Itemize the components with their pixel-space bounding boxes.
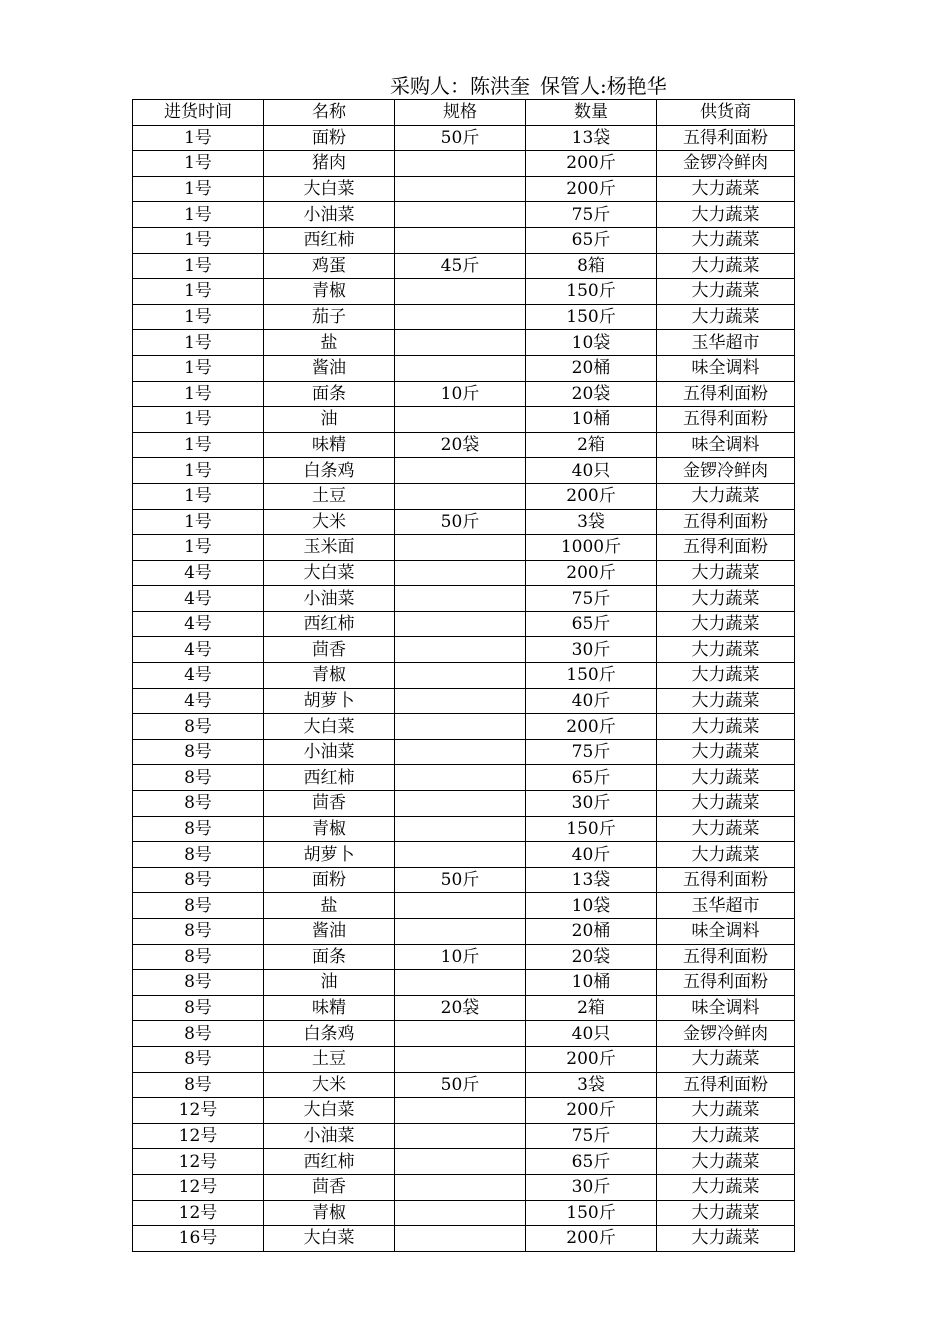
cell-supplier: 大力蔬菜 — [657, 688, 795, 714]
cell-supplier: 大力蔬菜 — [657, 765, 795, 791]
cell-quantity: 65斤 — [526, 1149, 657, 1175]
table-row — [133, 253, 795, 279]
cell-date: 4号 — [133, 611, 264, 637]
cell-supplier: 金锣冷鲜肉 — [657, 458, 795, 484]
cell-supplier: 大力蔬菜 — [657, 663, 795, 689]
cell-spec — [395, 1226, 526, 1252]
cell-quantity: 40斤 — [526, 842, 657, 868]
table-row — [133, 867, 795, 893]
cell-spec — [395, 663, 526, 689]
cell-quantity: 150斤 — [526, 1200, 657, 1226]
cell-spec — [395, 458, 526, 484]
cell-spec — [395, 586, 526, 612]
cell-date: 4号 — [133, 688, 264, 714]
cell-quantity: 65斤 — [526, 611, 657, 637]
cell-name: 胡萝卜 — [264, 688, 395, 714]
cell-date: 1号 — [133, 227, 264, 253]
cell-date: 8号 — [133, 919, 264, 945]
table-row — [133, 1149, 795, 1175]
table-row — [133, 970, 795, 996]
cell-date: 12号 — [133, 1098, 264, 1124]
table-row — [133, 407, 795, 433]
table-row — [133, 919, 795, 945]
cell-spec — [395, 535, 526, 561]
table-row — [133, 125, 795, 151]
cell-quantity: 20袋 — [526, 944, 657, 970]
cell-supplier: 大力蔬菜 — [657, 1123, 795, 1149]
column-header-spec: 规格 — [395, 100, 526, 126]
table-row — [133, 995, 795, 1021]
table-row — [133, 944, 795, 970]
table-row — [133, 688, 795, 714]
cell-quantity: 75斤 — [526, 586, 657, 612]
cell-supplier: 五得利面粉 — [657, 125, 795, 151]
cell-supplier: 大力蔬菜 — [657, 1174, 795, 1200]
table-row — [133, 1200, 795, 1226]
cell-name: 味精 — [264, 432, 395, 458]
cell-name: 茴香 — [264, 637, 395, 663]
cell-quantity: 200斤 — [526, 483, 657, 509]
cell-quantity: 1000斤 — [526, 535, 657, 561]
cell-date: 8号 — [133, 816, 264, 842]
cell-quantity: 75斤 — [526, 1123, 657, 1149]
cell-supplier: 金锣冷鲜肉 — [657, 151, 795, 177]
cell-quantity: 13袋 — [526, 867, 657, 893]
cell-name: 茴香 — [264, 791, 395, 817]
cell-name: 青椒 — [264, 1200, 395, 1226]
cell-date: 1号 — [133, 253, 264, 279]
table-row — [133, 893, 795, 919]
cell-name: 小油菜 — [264, 202, 395, 228]
cell-spec — [395, 227, 526, 253]
cell-spec — [395, 791, 526, 817]
cell-quantity: 10袋 — [526, 330, 657, 356]
cell-spec — [395, 970, 526, 996]
cell-date: 12号 — [133, 1123, 264, 1149]
cell-supplier: 大力蔬菜 — [657, 739, 795, 765]
cell-spec — [395, 1046, 526, 1072]
cell-name: 小油菜 — [264, 739, 395, 765]
table-row — [133, 637, 795, 663]
cell-quantity: 40只 — [526, 1021, 657, 1047]
cell-name: 小油菜 — [264, 586, 395, 612]
cell-name: 面粉 — [264, 125, 395, 151]
cell-supplier: 五得利面粉 — [657, 970, 795, 996]
cell-quantity: 20桶 — [526, 919, 657, 945]
cell-quantity: 75斤 — [526, 739, 657, 765]
cell-name: 土豆 — [264, 483, 395, 509]
cell-date: 1号 — [133, 458, 264, 484]
cell-name: 大白菜 — [264, 176, 395, 202]
keeper-label: 保管人:杨艳华 — [540, 74, 667, 98]
table-row — [133, 560, 795, 586]
cell-spec: 50斤 — [395, 509, 526, 535]
cell-date: 8号 — [133, 995, 264, 1021]
cell-spec: 50斤 — [395, 867, 526, 893]
cell-date: 12号 — [133, 1200, 264, 1226]
cell-name: 大白菜 — [264, 560, 395, 586]
cell-name: 油 — [264, 970, 395, 996]
cell-quantity: 20桶 — [526, 355, 657, 381]
table-row — [133, 458, 795, 484]
cell-spec — [395, 202, 526, 228]
cell-name: 大米 — [264, 509, 395, 535]
cell-quantity: 200斤 — [526, 1046, 657, 1072]
cell-date: 1号 — [133, 176, 264, 202]
cell-supplier: 味全调料 — [657, 995, 795, 1021]
cell-spec — [395, 279, 526, 305]
cell-name: 盐 — [264, 330, 395, 356]
cell-quantity: 30斤 — [526, 791, 657, 817]
table-row — [133, 355, 795, 381]
cell-spec — [395, 688, 526, 714]
cell-quantity: 10桶 — [526, 407, 657, 433]
cell-quantity: 2箱 — [526, 432, 657, 458]
cell-date: 8号 — [133, 893, 264, 919]
cell-quantity: 30斤 — [526, 1174, 657, 1200]
cell-date: 1号 — [133, 304, 264, 330]
cell-spec — [395, 1021, 526, 1047]
table-row — [133, 611, 795, 637]
cell-date: 8号 — [133, 714, 264, 740]
cell-name: 酱油 — [264, 355, 395, 381]
cell-supplier: 大力蔬菜 — [657, 176, 795, 202]
cell-date: 1号 — [133, 202, 264, 228]
cell-supplier: 大力蔬菜 — [657, 1226, 795, 1252]
table-row — [133, 227, 795, 253]
cell-supplier: 大力蔬菜 — [657, 714, 795, 740]
cell-quantity: 75斤 — [526, 202, 657, 228]
cell-date: 1号 — [133, 407, 264, 433]
cell-name: 大白菜 — [264, 1098, 395, 1124]
cell-name: 面粉 — [264, 867, 395, 893]
cell-spec — [395, 355, 526, 381]
cell-supplier: 大力蔬菜 — [657, 1200, 795, 1226]
cell-spec: 45斤 — [395, 253, 526, 279]
cell-supplier: 玉华超市 — [657, 893, 795, 919]
cell-date: 8号 — [133, 791, 264, 817]
cell-spec — [395, 714, 526, 740]
cell-spec — [395, 1174, 526, 1200]
table-row — [133, 381, 795, 407]
cell-date: 1号 — [133, 381, 264, 407]
cell-date: 4号 — [133, 586, 264, 612]
cell-quantity: 2箱 — [526, 995, 657, 1021]
table-row — [133, 1174, 795, 1200]
cell-name: 盐 — [264, 893, 395, 919]
cell-supplier: 五得利面粉 — [657, 407, 795, 433]
cell-name: 胡萝卜 — [264, 842, 395, 868]
cell-name: 玉米面 — [264, 535, 395, 561]
cell-supplier: 大力蔬菜 — [657, 253, 795, 279]
table-row — [133, 714, 795, 740]
table-row — [133, 816, 795, 842]
cell-supplier: 大力蔬菜 — [657, 1149, 795, 1175]
cell-date: 8号 — [133, 765, 264, 791]
cell-quantity: 10袋 — [526, 893, 657, 919]
cell-spec: 10斤 — [395, 944, 526, 970]
cell-supplier: 五得利面粉 — [657, 944, 795, 970]
cell-name: 青椒 — [264, 279, 395, 305]
cell-supplier: 玉华超市 — [657, 330, 795, 356]
cell-name: 酱油 — [264, 919, 395, 945]
cell-quantity: 200斤 — [526, 1226, 657, 1252]
cell-spec — [395, 330, 526, 356]
cell-date: 12号 — [133, 1149, 264, 1175]
cell-supplier: 味全调料 — [657, 919, 795, 945]
cell-spec — [395, 739, 526, 765]
cell-date: 4号 — [133, 637, 264, 663]
cell-date: 1号 — [133, 509, 264, 535]
cell-supplier: 大力蔬菜 — [657, 816, 795, 842]
cell-date: 8号 — [133, 970, 264, 996]
cell-supplier: 大力蔬菜 — [657, 560, 795, 586]
cell-name: 西红柿 — [264, 227, 395, 253]
purchase-ledger-table — [132, 99, 795, 1252]
cell-spec: 50斤 — [395, 125, 526, 151]
table-row — [133, 663, 795, 689]
cell-name: 白条鸡 — [264, 458, 395, 484]
cell-name: 鸡蛋 — [264, 253, 395, 279]
cell-spec — [395, 1098, 526, 1124]
cell-date: 1号 — [133, 125, 264, 151]
cell-supplier: 大力蔬菜 — [657, 483, 795, 509]
cell-supplier: 五得利面粉 — [657, 1072, 795, 1098]
cell-supplier: 五得利面粉 — [657, 867, 795, 893]
cell-quantity: 10桶 — [526, 970, 657, 996]
cell-date: 1号 — [133, 330, 264, 356]
cell-quantity: 200斤 — [526, 151, 657, 177]
cell-spec — [395, 304, 526, 330]
cell-quantity: 150斤 — [526, 279, 657, 305]
cell-spec: 20袋 — [395, 995, 526, 1021]
cell-supplier: 大力蔬菜 — [657, 279, 795, 305]
cell-name: 大白菜 — [264, 714, 395, 740]
cell-supplier: 大力蔬菜 — [657, 1098, 795, 1124]
table-row — [133, 483, 795, 509]
cell-quantity: 30斤 — [526, 637, 657, 663]
cell-date: 1号 — [133, 279, 264, 305]
table-row — [133, 509, 795, 535]
cell-supplier: 味全调料 — [657, 432, 795, 458]
cell-quantity: 13袋 — [526, 125, 657, 151]
table-row — [133, 842, 795, 868]
cell-name: 西红柿 — [264, 1149, 395, 1175]
cell-name: 油 — [264, 407, 395, 433]
cell-name: 大米 — [264, 1072, 395, 1098]
cell-name: 大白菜 — [264, 1226, 395, 1252]
cell-date: 1号 — [133, 432, 264, 458]
cell-name: 面条 — [264, 381, 395, 407]
table-row — [133, 765, 795, 791]
cell-spec: 50斤 — [395, 1072, 526, 1098]
cell-quantity: 65斤 — [526, 765, 657, 791]
cell-quantity: 3袋 — [526, 509, 657, 535]
cell-date: 4号 — [133, 663, 264, 689]
cell-spec — [395, 919, 526, 945]
purchaser-label: 采购人：陈洪奎 — [390, 74, 530, 98]
cell-spec — [395, 893, 526, 919]
ledger-body — [133, 100, 795, 1252]
cell-date: 4号 — [133, 560, 264, 586]
column-header-date: 进货时间 — [133, 100, 264, 126]
header-row — [133, 100, 795, 126]
cell-quantity: 40斤 — [526, 688, 657, 714]
cell-name: 面条 — [264, 944, 395, 970]
cell-quantity: 65斤 — [526, 227, 657, 253]
table-row — [133, 279, 795, 305]
cell-supplier: 五得利面粉 — [657, 381, 795, 407]
table-row — [133, 151, 795, 177]
cell-name: 小油菜 — [264, 1123, 395, 1149]
cell-supplier: 金锣冷鲜肉 — [657, 1021, 795, 1047]
cell-name: 土豆 — [264, 1046, 395, 1072]
cell-date: 8号 — [133, 842, 264, 868]
cell-quantity: 200斤 — [526, 176, 657, 202]
cell-spec — [395, 765, 526, 791]
table-row — [133, 176, 795, 202]
cell-date: 1号 — [133, 483, 264, 509]
cell-quantity: 20袋 — [526, 381, 657, 407]
cell-name: 猪肉 — [264, 151, 395, 177]
table-row — [133, 1072, 795, 1098]
table-row — [133, 432, 795, 458]
cell-supplier: 大力蔬菜 — [657, 611, 795, 637]
cell-quantity: 3袋 — [526, 1072, 657, 1098]
cell-supplier: 大力蔬菜 — [657, 304, 795, 330]
cell-supplier: 大力蔬菜 — [657, 586, 795, 612]
cell-quantity: 8箱 — [526, 253, 657, 279]
cell-spec — [395, 176, 526, 202]
cell-supplier: 大力蔬菜 — [657, 227, 795, 253]
table-row — [133, 304, 795, 330]
cell-name: 茴香 — [264, 1174, 395, 1200]
cell-spec — [395, 637, 526, 663]
cell-supplier: 大力蔬菜 — [657, 637, 795, 663]
cell-date: 8号 — [133, 1072, 264, 1098]
cell-spec — [395, 842, 526, 868]
cell-quantity: 200斤 — [526, 1098, 657, 1124]
cell-date: 16号 — [133, 1226, 264, 1252]
cell-supplier: 大力蔬菜 — [657, 202, 795, 228]
table-row — [133, 202, 795, 228]
cell-quantity: 150斤 — [526, 663, 657, 689]
table-row — [133, 1021, 795, 1047]
document-header — [390, 72, 667, 100]
cell-date: 8号 — [133, 739, 264, 765]
cell-date: 1号 — [133, 151, 264, 177]
cell-spec — [395, 611, 526, 637]
table-row — [133, 791, 795, 817]
cell-name: 青椒 — [264, 816, 395, 842]
column-header-supplier: 供货商 — [657, 100, 795, 126]
cell-spec — [395, 151, 526, 177]
column-header-quantity: 数量 — [526, 100, 657, 126]
cell-name: 青椒 — [264, 663, 395, 689]
column-header-name: 名称 — [264, 100, 395, 126]
cell-quantity: 150斤 — [526, 816, 657, 842]
cell-date: 8号 — [133, 1046, 264, 1072]
table-row — [133, 330, 795, 356]
cell-supplier: 五得利面粉 — [657, 535, 795, 561]
cell-supplier: 大力蔬菜 — [657, 791, 795, 817]
cell-spec — [395, 816, 526, 842]
table-row — [133, 739, 795, 765]
table-row — [133, 1226, 795, 1252]
cell-spec — [395, 1123, 526, 1149]
cell-quantity: 40只 — [526, 458, 657, 484]
cell-supplier: 大力蔬菜 — [657, 1046, 795, 1072]
cell-date: 8号 — [133, 1021, 264, 1047]
cell-spec — [395, 1149, 526, 1175]
table-row — [133, 1123, 795, 1149]
cell-spec: 10斤 — [395, 381, 526, 407]
cell-name: 白条鸡 — [264, 1021, 395, 1047]
cell-quantity: 200斤 — [526, 560, 657, 586]
cell-supplier: 大力蔬菜 — [657, 842, 795, 868]
cell-spec — [395, 560, 526, 586]
cell-date: 12号 — [133, 1174, 264, 1200]
table-row — [133, 1046, 795, 1072]
cell-name: 西红柿 — [264, 765, 395, 791]
cell-spec: 20袋 — [395, 432, 526, 458]
cell-spec — [395, 1200, 526, 1226]
cell-spec — [395, 407, 526, 433]
cell-name: 西红柿 — [264, 611, 395, 637]
cell-name: 味精 — [264, 995, 395, 1021]
cell-date: 1号 — [133, 535, 264, 561]
cell-supplier: 五得利面粉 — [657, 509, 795, 535]
cell-quantity: 200斤 — [526, 714, 657, 740]
table-row — [133, 1098, 795, 1124]
cell-spec — [395, 483, 526, 509]
cell-supplier: 味全调料 — [657, 355, 795, 381]
cell-date: 1号 — [133, 355, 264, 381]
cell-name: 茄子 — [264, 304, 395, 330]
cell-date: 8号 — [133, 867, 264, 893]
cell-date: 8号 — [133, 944, 264, 970]
table-row — [133, 535, 795, 561]
cell-quantity: 150斤 — [526, 304, 657, 330]
table-row — [133, 586, 795, 612]
